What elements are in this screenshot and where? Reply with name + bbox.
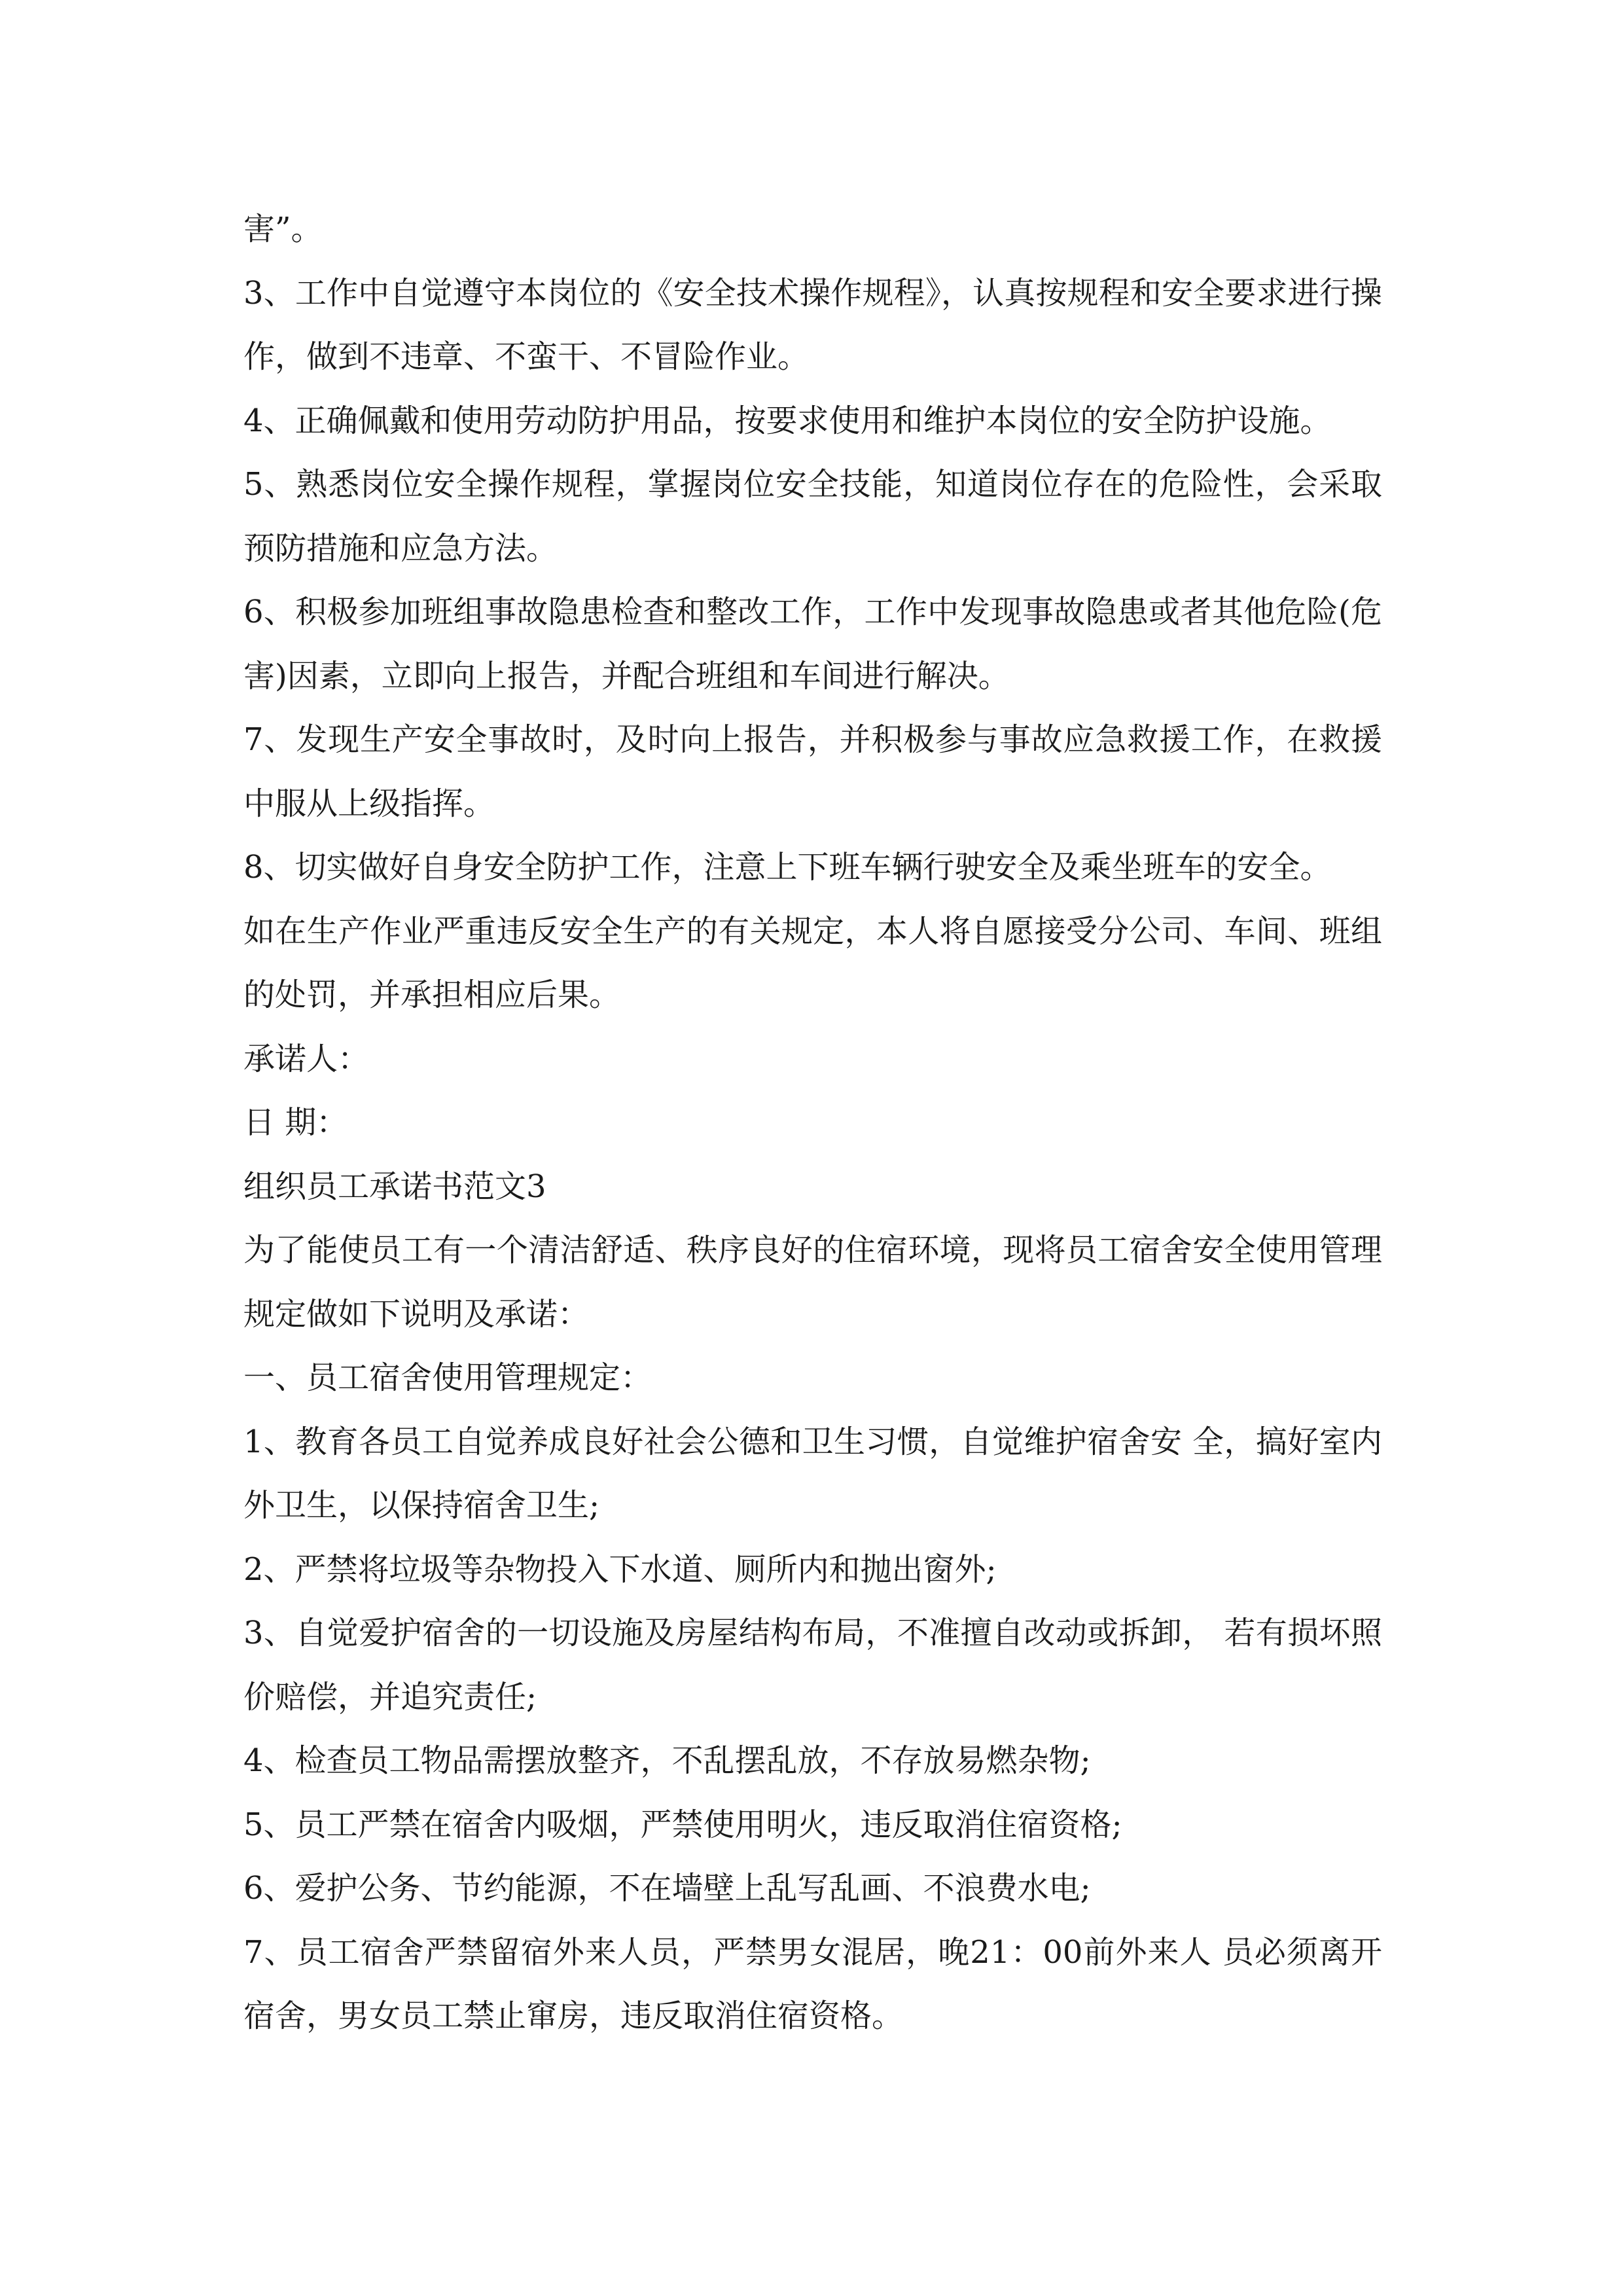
date-label: 日 期： xyxy=(243,1104,348,1141)
section-title: 组织员工承诺书范文3 xyxy=(243,1168,546,1205)
document-body xyxy=(243,198,1382,2049)
paragraph-item-5: 5、熟悉岗位安全操作规程，掌握岗位安全技能，知道岗位存在的危险性，会采取预防措施和应急方法。 xyxy=(243,466,1382,567)
rule-item-2: 2、严禁将垃圾等杂物投入下水道、厕所内和抛出窗外; xyxy=(243,1551,997,1588)
paragraph-item-8: 8、切实做好自身安全防护工作，注意上下班车辆行驶安全及乘坐班车的安全。 xyxy=(243,849,1332,886)
paragraph-item-3: 3、工作中自觉遵守本岗位的《安全技术操作规程》，认真按规程和安全要求进行操作，做到不违章、不蛮干、不冒险作业。 xyxy=(243,274,1382,375)
paragraph-item-7: 7、发现生产安全事故时，及时向上报告，并积极参与事故应急救援工作，在救援中服从上级指挥。 xyxy=(243,721,1382,822)
rule-item-7: 7、员工宿舍严禁留宿外来人员，严禁男女混居，晚21：00前外来人 员必须离开宿舍，男女员工禁止窜房，违反取消住宿资格。 xyxy=(243,1933,1382,2034)
paragraph-violation-clause: 如在生产作业严重违反安全生产的有关规定，本人将自愿接受分公司、车间、班组的处罚，并承担相应后果。 xyxy=(243,912,1382,1013)
rule-item-6: 6、爱护公务、节约能源，不在墙壁上乱写乱画、不浪费水电; xyxy=(243,1870,1091,1907)
rule-item-3: 3、自觉爱护宿舍的一切设施及房屋结构布局，不准擅自改动或拆卸， 若有损坏照价赔偿，并追究责任; xyxy=(243,1615,1382,1715)
rule-item-5: 5、员工严禁在宿舍内吸烟，严禁使用明火，违反取消住宿资格; xyxy=(243,1806,1122,1843)
section-heading-rules: 一、员工宿舍使用管理规定： xyxy=(243,1359,652,1396)
paragraph-item-4: 4、正确佩戴和使用劳动防护用品，按要求使用和维护本岗位的安全防护设施。 xyxy=(243,402,1332,439)
signature-label: 承诺人： xyxy=(243,1040,370,1077)
paragraph-continuation: 害”。 xyxy=(243,211,323,247)
paragraph-item-6: 6、积极参加班组事故隐患检查和整改工作，工作中发现事故隐患或者其他危险(危害)因素，立即向上报告，并配合班组和车间进行解决。 xyxy=(243,594,1382,694)
rule-item-4: 4、检查员工物品需摆放整齐，不乱摆乱放，不存放易燃杂物; xyxy=(243,1742,1091,1779)
paragraph-intro: 为了能使员工有一个清洁舒适、秩序良好的住宿环境，现将员工宿舍安全使用管理规定做如下说明及承诺： xyxy=(243,1232,1382,1333)
rule-item-1: 1、教育各员工自觉养成良好社会公德和卫生习惯，自觉维护宿舍安 全，搞好室内外卫生，以保持宿舍卫生; xyxy=(243,1423,1382,1524)
